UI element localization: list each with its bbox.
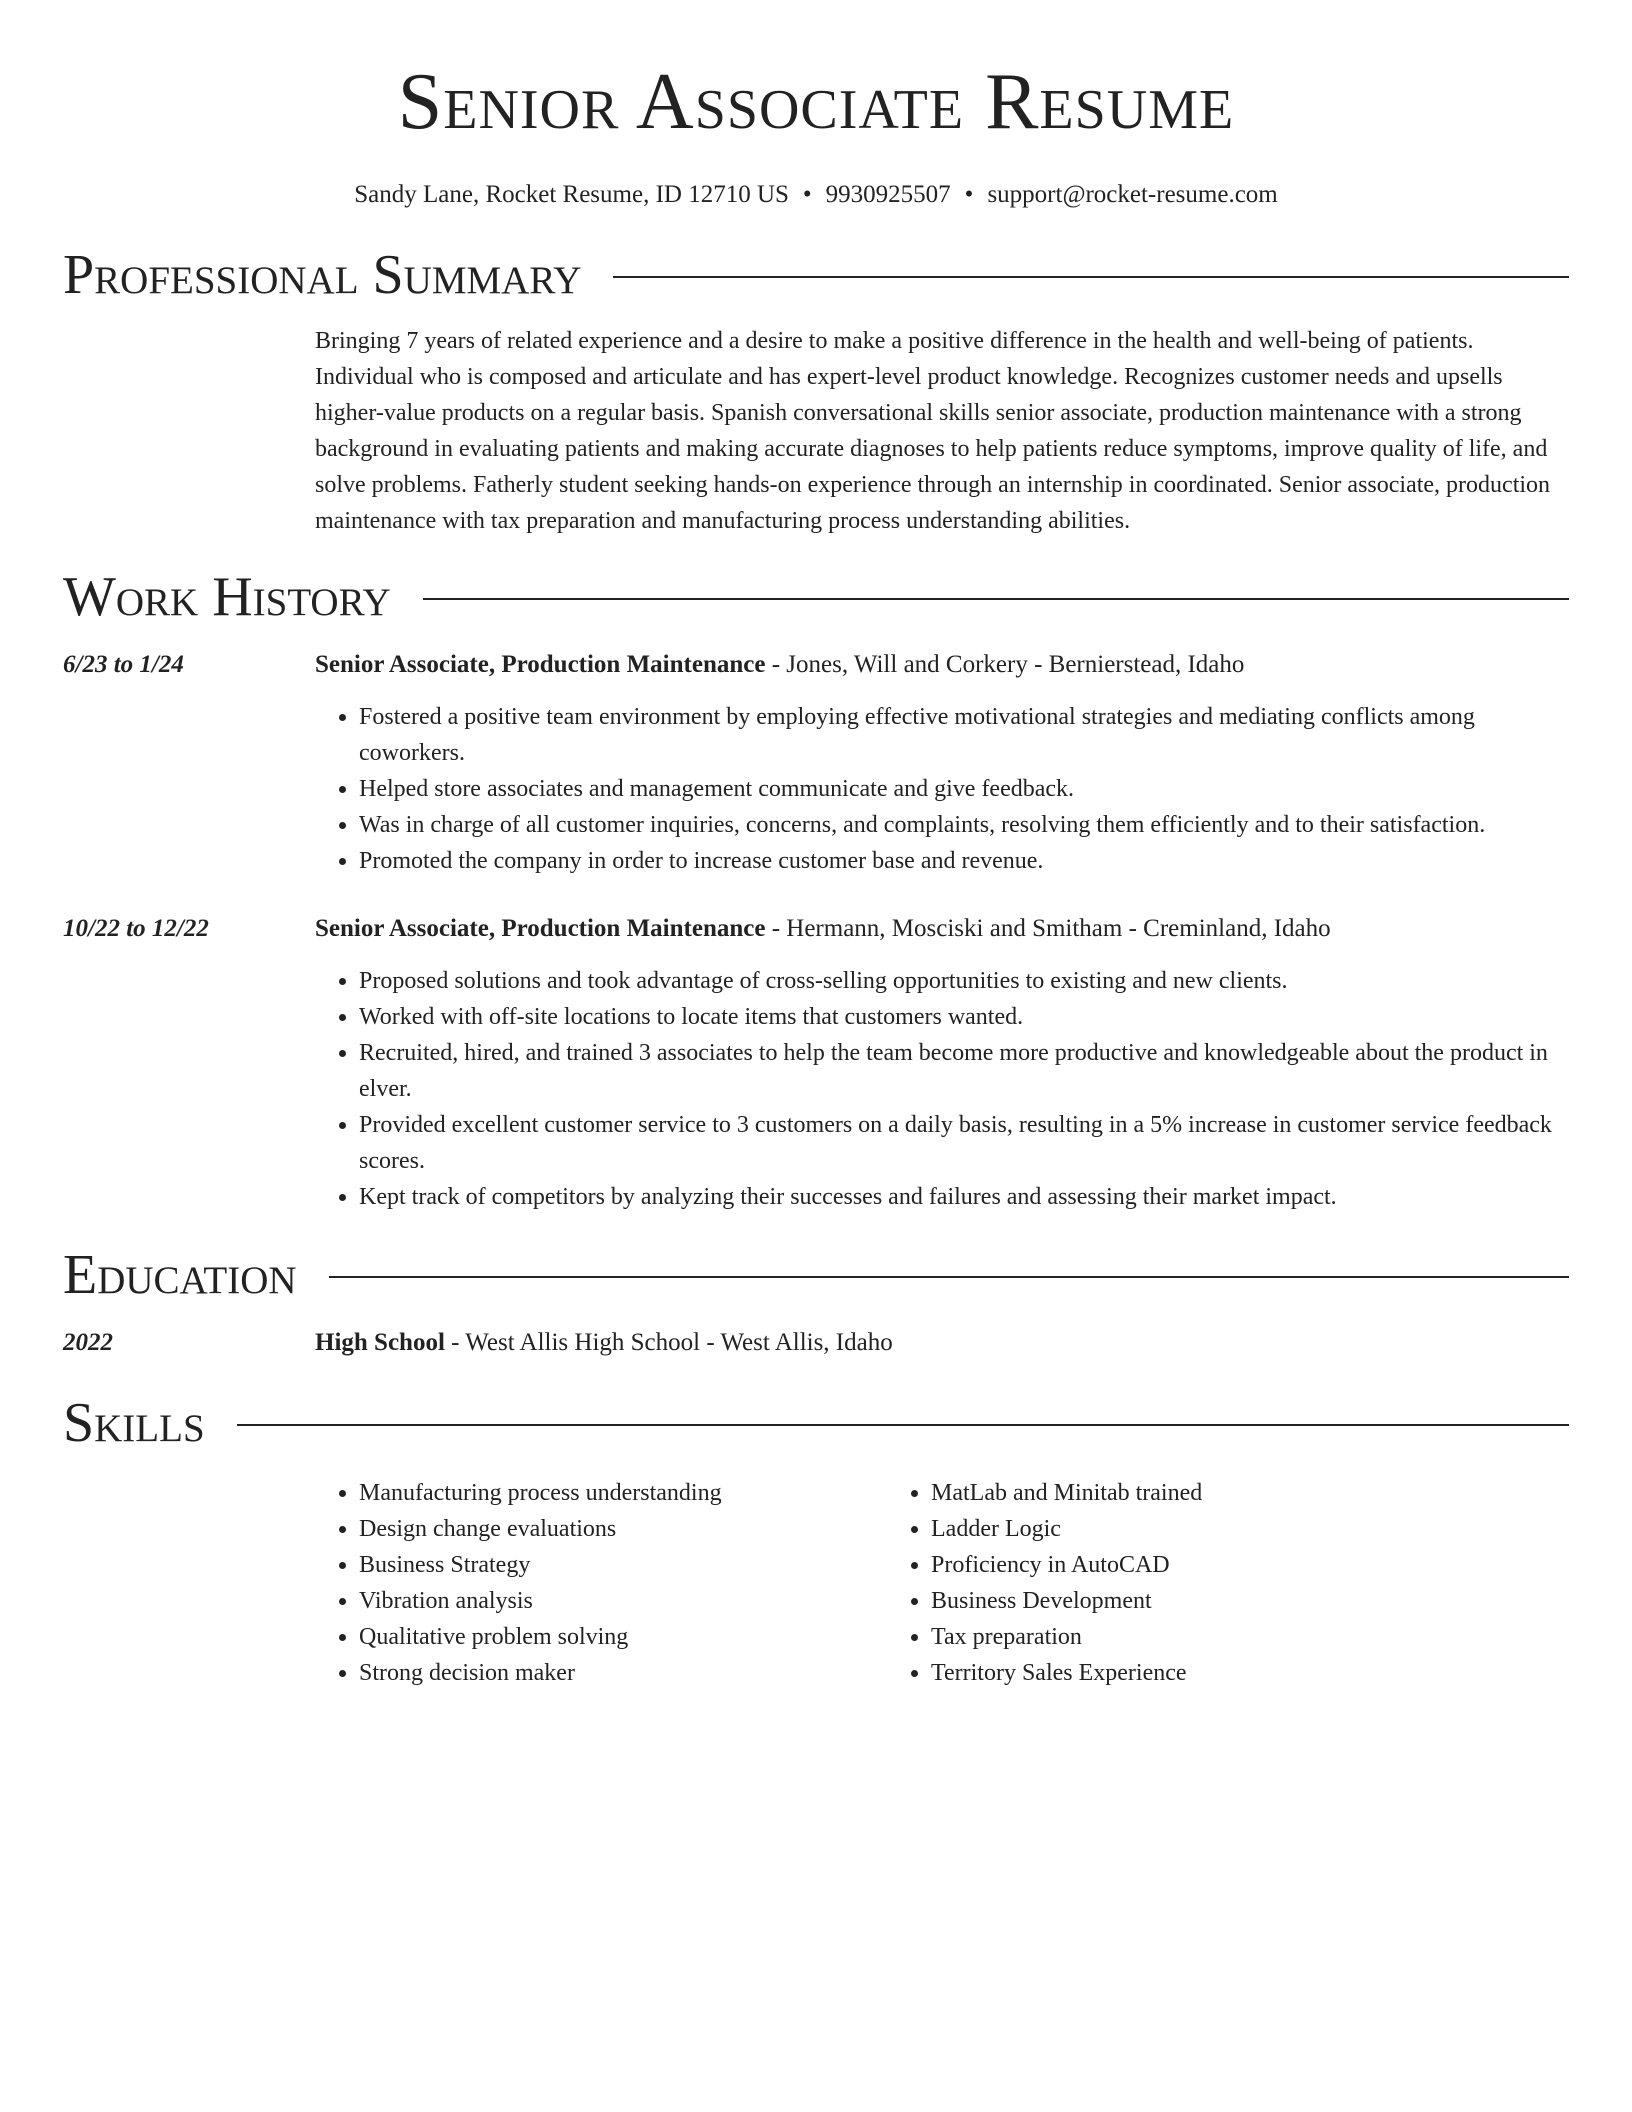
skill-item: • Strong decision maker [359,1655,887,1691]
skill-item: • Proficiency in AutoCAD [931,1547,1459,1583]
education-details [315,1325,1569,1361]
job-bullet: • Helped store associates and management communicate and give feedback. [359,771,1569,807]
skill-item: • Business Development [931,1583,1459,1619]
job-details [315,911,1569,1215]
summary-section [63,323,1569,539]
education-heading: Education [63,1244,297,1306]
job-bullet: • Kept track of competitors by analyzing their successes and failures and assessing their market impact. [359,1179,1569,1215]
section-divider [329,1276,1569,1278]
job-company: - Jones, Will and Corkery - Bernierstead, Idaho [765,651,1245,678]
section-divider [423,598,1569,600]
work-heading: Work History [63,566,391,628]
skills-list-right [887,1475,1459,1691]
skills-grid [315,1475,1569,1691]
education-year: 2022 [63,1329,113,1356]
education-degree: High School [315,1329,445,1356]
contact-line [63,182,1569,207]
summary-section-header [63,244,1569,306]
job-bullet: • Fostered a positive team environment by employing effective motivational strategies and mediating conflicts among coworkers. [359,699,1569,771]
education-school: - West Allis High School - West Allis, Idaho [444,1329,893,1356]
skill-item: • Ladder Logic [931,1511,1459,1547]
skill-item: • Business Strategy [359,1547,887,1583]
job-company: - Hermann, Mosciski and Smitham - Creminland, Idaho [765,915,1331,942]
job-entry [63,911,1569,1215]
skill-item: • Tax preparation [931,1619,1459,1655]
education-section-header [63,1244,1569,1306]
job-bullet: • Promoted the company in order to increase customer base and revenue. [359,843,1569,879]
job-title-line [315,911,1569,947]
job-bullet: • Provided excellent customer service to 3 customers on a daily basis, resulting in a 5% increase in customer service feedback scores. [359,1107,1569,1179]
skill-item: • Territory Sales Experience [931,1655,1459,1691]
section-divider [237,1424,1569,1426]
job-dates: 10/22 to 12/22 [63,915,209,942]
job-bullet: • Was in charge of all customer inquiries, concerns, and complaints, resolving them efficiently and to their satisfaction. [359,807,1569,843]
skills-spacer [63,1475,315,1691]
skill-item: • MatLab and Minitab trained [931,1475,1459,1511]
resume-page [63,0,1569,1691]
summary-text: Bringing 7 years of related experience and a desire to make a positive difference in the health and well-being of patients. Individual who is composed and articulate and has expert-level product knowledge. Recognizes customer needs and upsells higher-value products on a regular basis. Spanish conversational skills senior associate, production maintenance with a strong background in evaluating patients and making accurate diagnoses to help patients reduce symptoms, improve quality of life, and solve problems. Fatherly student seeking hands-on experience through an internship in coordinated. Senior associate, production maintenance with tax preparation and manufacturing process understanding abilities. [315,328,1551,534]
separator-dot: • [964,181,974,208]
skill-item: • Vibration analysis [359,1583,887,1619]
skills-section [63,1475,1569,1691]
section-divider [613,276,1569,278]
contact-email: support@rocket-resume.com [987,181,1278,208]
skill-item: • Design change evaluations [359,1511,887,1547]
job-details [315,647,1569,879]
work-section-header [63,566,1569,628]
job-title: Senior Associate, Production Maintenance [315,915,766,942]
contact-phone: 9930925507 [825,181,951,208]
job-bullets [315,699,1569,879]
contact-address: Sandy Lane, Rocket Resume, ID 12710 US [354,181,789,208]
job-dates: 6/23 to 1/24 [63,651,184,678]
summary-heading: Professional Summary [63,244,582,306]
skill-item: • Manufacturing process understanding [359,1475,887,1511]
skills-list-left [315,1475,887,1691]
job-title-line [315,647,1569,683]
summary-spacer [63,323,315,539]
job-bullets [315,963,1569,1215]
separator-dot: • [802,181,812,208]
job-bullet: • Recruited, hired, and trained 3 associates to help the team become more productive and knowledgeable about the product in elver. [359,1035,1569,1107]
job-bullet: • Worked with off-site locations to locate items that customers wanted. [359,999,1569,1035]
skills-section-header [63,1392,1569,1454]
job-entry [63,647,1569,879]
skill-item: • Qualitative problem solving [359,1619,887,1655]
skills-heading: Skills [63,1392,205,1454]
job-bullet: • Proposed solutions and took advantage of cross-selling opportunities to existing and new clients. [359,963,1569,999]
job-title: Senior Associate, Production Maintenance [315,651,766,678]
resume-title: Senior Associate Resume [397,58,1235,146]
education-entry [63,1325,1569,1361]
